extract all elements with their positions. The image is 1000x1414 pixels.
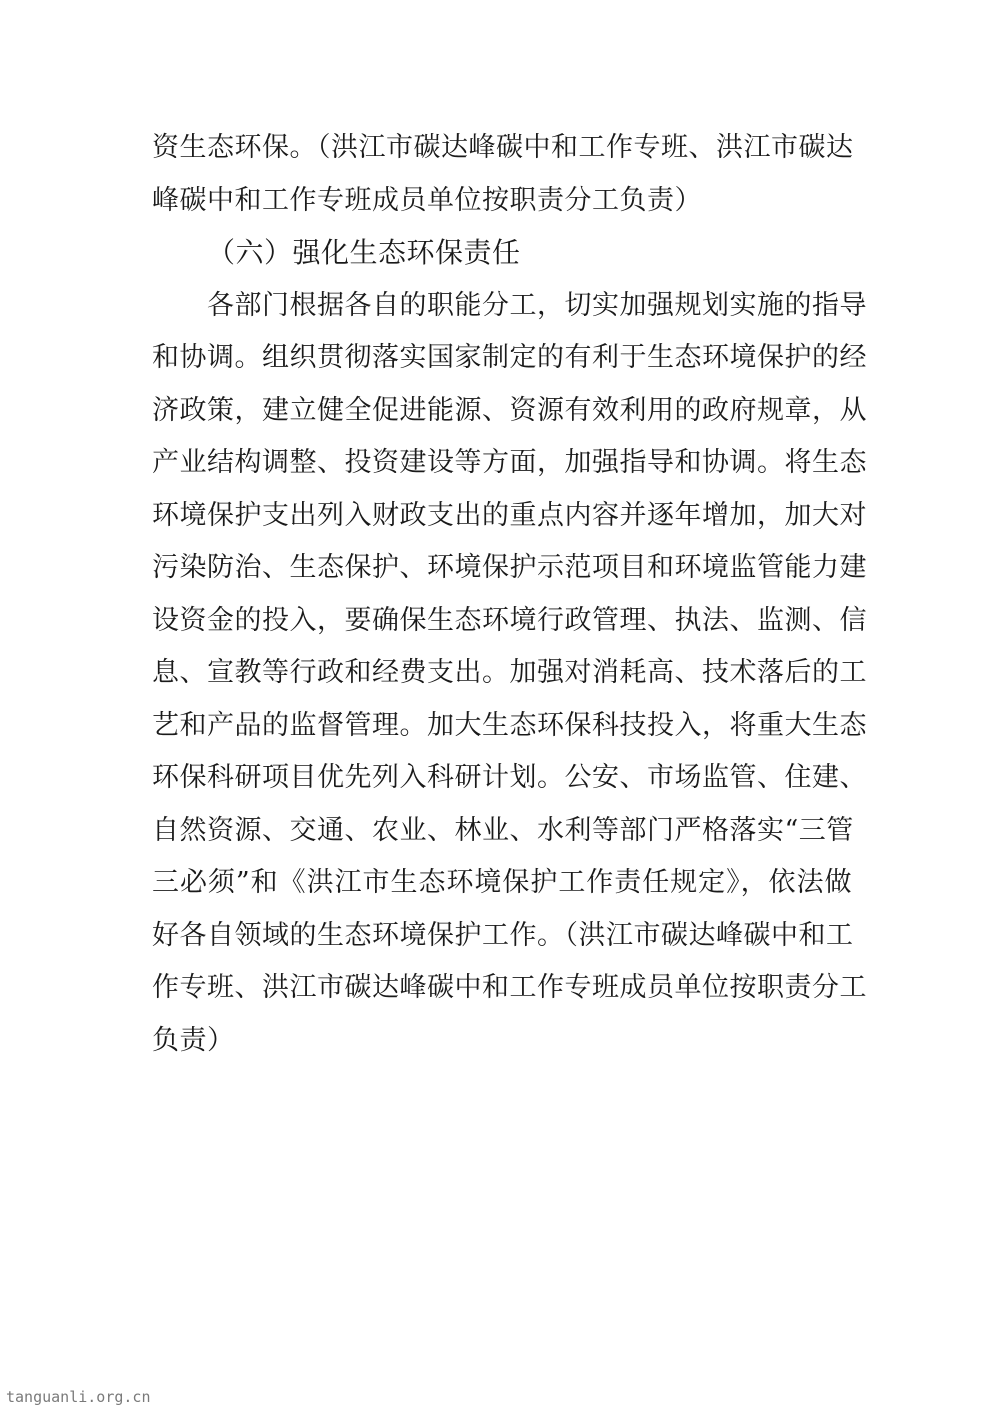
- paragraph-line: 和协调。组织贯彻落实国家制定的有利于生态环境保护的经: [152, 342, 867, 373]
- paragraph-line: 污染防治、生态保护、环境保护示范项目和环境监管能力建: [152, 552, 867, 583]
- paragraph-line: 三必须”和《洪江市生态环境保护工作责任规定》，依法做: [152, 867, 852, 898]
- paragraph-line: 自然资源、交通、农业、林业、水利等部门严格落实“三管: [152, 814, 854, 846]
- paragraph-line: 济政策，建立健全促进能源、资源有效利用的政府规章，从: [152, 394, 867, 426]
- paragraph-line: 艺和产品的监督管理。加大生态环保科技投入，将重大生态: [152, 709, 867, 741]
- paragraph-line: 好各自领域的生态环境保护工作。（洪江市碳达峰碳中和工: [152, 919, 854, 951]
- paragraph-line: 环保科研项目优先列入科研计划。公安、市场监管、住建、: [152, 762, 867, 793]
- section-heading: （六）强化生态环保责任: [207, 236, 521, 269]
- paragraph-line: 各部门根据各自的职能分工，切实加强规划实施的指导: [207, 289, 867, 321]
- paragraph-line: 峰碳中和工作专班成员单位按职责分工负责）: [152, 184, 702, 216]
- paragraph-line: 产业结构调整、投资建设等方面，加强指导和协调。将生态: [152, 447, 867, 478]
- paragraph-line: 息、宣教等行政和经费支出。加强对消耗高、技术落后的工: [152, 657, 867, 688]
- paragraph-line: 环境保护支出列入财政支出的重点内容并逐年增加，加大对: [152, 499, 867, 531]
- paragraph-line: 作专班、洪江市碳达峰碳中和工作专班成员单位按职责分工: [152, 972, 867, 1003]
- paragraph-line: 资生态环保。（洪江市碳达峰碳中和工作专班、洪江市碳达: [152, 132, 854, 163]
- watermark-text: tanguanli.org.cn: [6, 1388, 151, 1406]
- document-body: [152, 122, 867, 1067]
- paragraph-line: 负责）: [152, 1024, 235, 1056]
- paragraph-line: 设资金的投入，要确保生态环境行政管理、执法、监测、信: [152, 604, 867, 636]
